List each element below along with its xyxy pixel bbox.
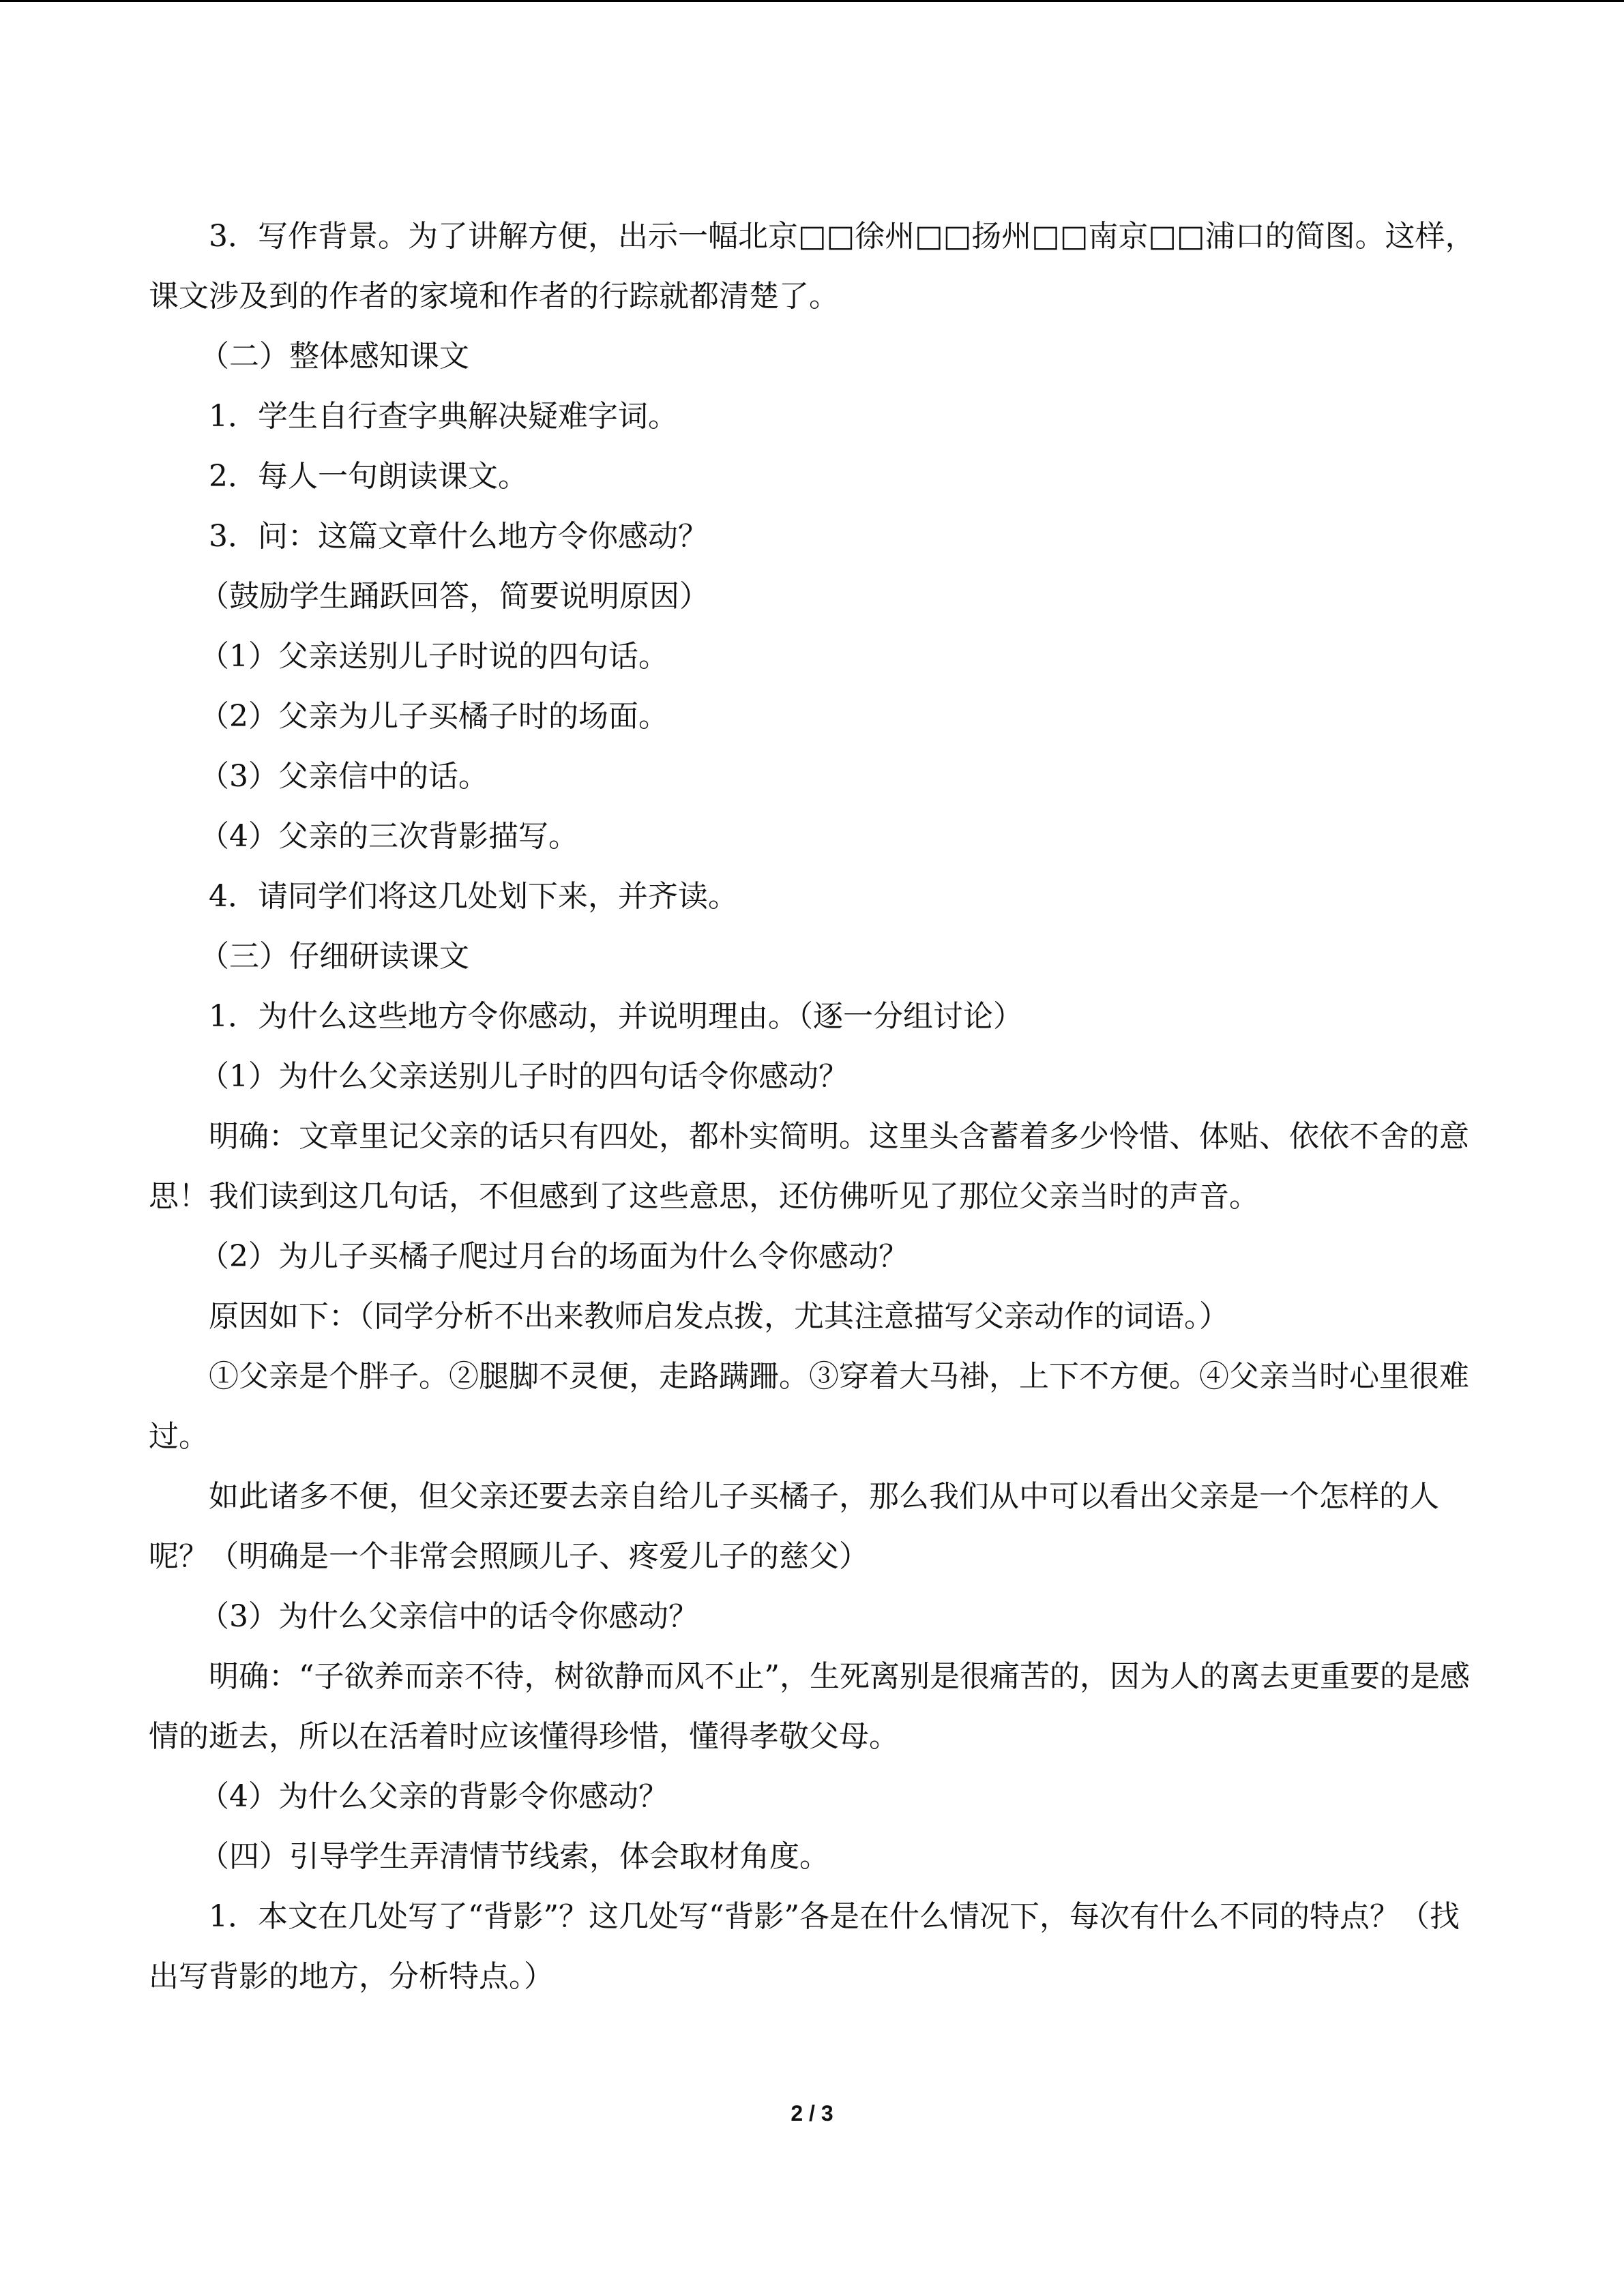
paragraph: 如此诸多不便，但父亲还要去亲自给儿子买橘子，那么我们从中可以看出父亲是一个怎样的人呢？（明确是一个非常会照顾儿子、疼爱儿子的慈父）	[149, 1479, 1439, 1574]
question: （2）为儿子买橘子爬过月台的场面为什么令你感动？	[199, 1239, 909, 1274]
paragraph: ①父亲是个胖子。②腿脚不灵便，走路蹒跚。③穿着大马褂，上下不方便。④父亲当时心里很难过。	[149, 1359, 1469, 1454]
paragraph: （鼓励学生踊跃回答，简要说明原因）	[199, 579, 709, 614]
paragraph: 2．每人一句朗读课文。	[209, 459, 528, 494]
question: （3）为什么父亲信中的话令你感动？	[199, 1599, 698, 1634]
section-heading: （四）引导学生弄清情节线索，体会取材角度。	[199, 1839, 829, 1874]
paragraph: 明确：“子欲养而亲不待，树欲静而风不止”，生死离别是很痛苦的，因为人的离去更重要的是感情的逝去，所以在活着时应该懂得珍惜，懂得孝敬父母。	[149, 1659, 1470, 1754]
list-item: （2）父亲为儿子买橘子时的场面。	[199, 699, 668, 734]
document-body	[149, 207, 1479, 2007]
paragraph: 4．请同学们将这几处划下来，并齐读。	[209, 879, 738, 914]
page-number: 2 / 3	[791, 2101, 833, 2126]
paragraph: 1．学生自行查字典解决疑难字词。	[209, 399, 678, 434]
paragraph: 明确：文章里记父亲的话只有四处，都朴实简明。这里头含蓄着多少怜惜、体贴、依依不舍的意思！我们读到这几句话，不但感到了这些意思，还仿佛听见了那位父亲当时的声音。	[149, 1119, 1469, 1214]
section-heading: （二）整体感知课文	[199, 339, 469, 374]
paragraph: 3．写作背景。为了讲解方便，出示一幅北京□□徐州□□扬州□□南京□□浦口的简图。这样，课文涉及到的作者的家境和作者的行踪就都清楚了。	[149, 219, 1475, 314]
paragraph: 1．为什么这些地方令你感动，并说明理由。（逐一分组讨论）	[209, 999, 1023, 1034]
paragraph: 原因如下：（同学分析不出来教师启发点拨，尤其注意描写父亲动作的词语。）	[209, 1299, 1229, 1334]
list-item: （1）父亲送别儿子时说的四句话。	[199, 639, 668, 674]
list-item: （4）父亲的三次背影描写。	[199, 819, 578, 854]
list-item: （3）父亲信中的话。	[199, 759, 488, 794]
question: （4）为什么父亲的背影令你感动？	[199, 1779, 668, 1814]
paragraph: 1．本文在几处写了“背影”？这几处写“背影”各是在什么情况下，每次有什么不同的特点？（找出写背影的地方，分析特点。）	[149, 1899, 1460, 1994]
paragraph: 3．问：这篇文章什么地方令你感动？	[209, 519, 708, 554]
section-heading: （三）仔细研读课文	[199, 939, 469, 974]
question: （1）为什么父亲送别儿子时的四句话令你感动？	[199, 1059, 848, 1094]
